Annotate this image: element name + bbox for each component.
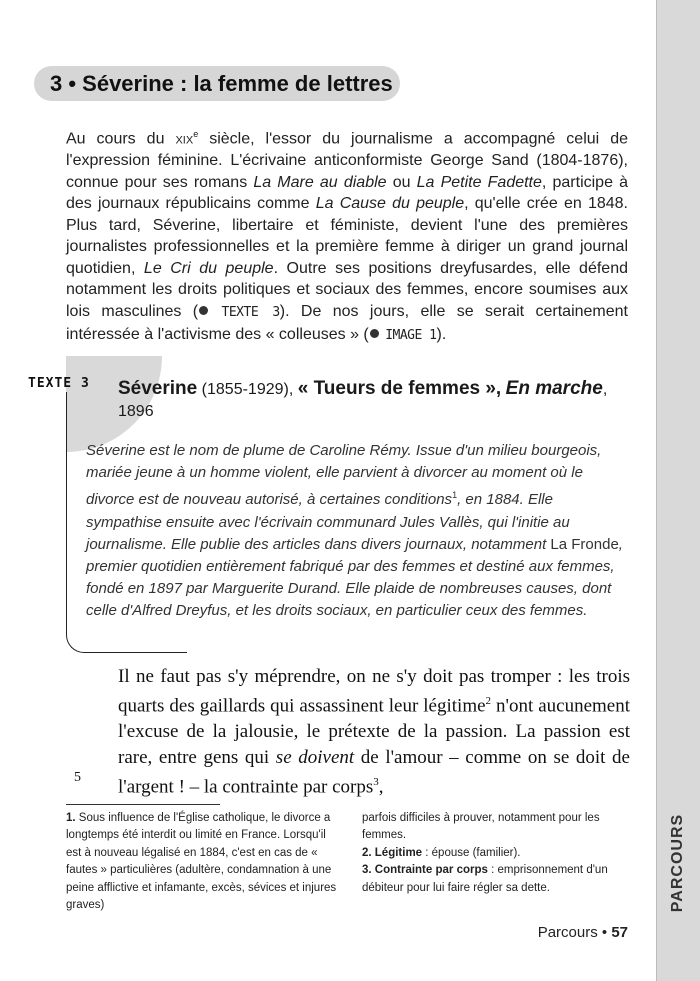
line-number: 5 — [74, 770, 81, 785]
bullet-icon — [370, 329, 379, 338]
texte-publication: En marche — [505, 378, 603, 399]
side-tab-label — [663, 788, 693, 938]
footer-section: Parcours — [537, 924, 598, 941]
footnote-divider — [66, 804, 220, 805]
texte-author: Séverine — [118, 378, 198, 399]
texte-tag: TEXTE 3 — [28, 376, 90, 391]
texte-heading: Séverine (1855-1929), « Tueurs de femmes », En marche, 1896 — [118, 378, 608, 420]
journal-title: Le Cri du peuple — [143, 259, 274, 277]
side-tab — [656, 0, 700, 981]
excerpt: 5 Il ne faut pas s'y méprendre, on ne s'y doit pas tromper : les trois quarts des gaillards qui assassinent leur légitime$^2$ n'ont aucunement l'excuse de la jalousie, le prétexte de la passion. La passion est rare, entre gens qui se doivent de l'amour – comme on se doit de l'argent ! – la contrainte par corps$^3$, — [74, 666, 630, 798]
texte-ref-link[interactable]: TEXTE 3 — [221, 305, 280, 321]
journal-title: La Fronde — [550, 535, 619, 553]
footnote-2: 2. Légitime : épouse (familier). — [362, 846, 521, 859]
intro-paragraph: Au cours du xix$^e$ siècle, l'essor du journalisme a accompagné celui de l'expression féminine. L'écrivaine anticonformiste George Sand (1804-1876), connue pour ses romans La Mare au diable ou La Petite Fadette, participe à des journaux républicains comme La Cause du peuple, qu'elle crée en 1848. Plus tard, Séverine, libertaire et féministe, devient l'une des premières journalistes professionnelles et la première femme à diriger un grand journal quotidien, Le Cri du peuple. Outre ses positions dreyfusardes, elle défend notamment les droits politiques et sociaux des femmes, encore soumises aux lois masculines ( TEXTE 3). De nos jours, elle se serait certainement intéressée à l'activisme des « colleuses » ( IMAGE 1). — [66, 129, 629, 343]
book-title: La Petite Fadette — [416, 173, 542, 191]
page-footer: Parcours • 57 — [537, 924, 628, 941]
footnote-1-continued: parfois difficiles à prouver, notamment pour les femmes. — [362, 812, 600, 842]
century: xix — [175, 130, 194, 148]
footnotes-right — [362, 810, 638, 897]
author-bio: Séverine est le nom de plume de Caroline Rémy. Issue d'un milieu bourgeois, mariée jeune à un homme violent, elle parvient à divorcer au moment où le divorce est de nouveau autorisé, à certaines conditions$^1$, en 1884. Elle sympathise ensuite avec l'écrivain communard Jules Vallès, qui l'initie au journalisme. Elle publie des articles dans divers journaux, notamment La Fronde, premier quotidien entièrement fabriqué par des femmes et destiné aux femmes, fondé en 1897 par Marguerite Durand. Elle plaide de nombreuses causes, dont celle d'Alfred Dreyfus, et les droits sociaux, en particulier ceux des femmes. — [86, 442, 623, 620]
section-title: 3 • Séverine : la femme de lettres — [50, 71, 393, 96]
image-ref-link[interactable]: IMAGE 1 — [385, 327, 437, 343]
texte-title: « Tueurs de femmes », — [297, 378, 502, 399]
bullet-icon — [199, 306, 208, 315]
section-header — [34, 66, 400, 101]
footnote-1: 1. Sous influence de l'Église catholique, le divorce a longtemps été interdit ou limité en France. Lorsqu'il est à nouveau légalisé en 1884, c'est en cas de « fautes » particulières (adultère, condamnation à une peine afflictive et infamante, excès, sévices et injures graves) — [66, 812, 337, 912]
footnotes-left — [66, 810, 342, 914]
page-number: 57 — [611, 924, 628, 941]
book-title: La Mare au diable — [253, 173, 387, 191]
side-tab-text: PARCOURS — [669, 813, 686, 913]
footnote-3: 3. Contrainte par corps : emprisonnement d'un débiteur pour lui faire régler sa dette. — [362, 864, 608, 894]
journal-title: La Cause du peuple — [315, 195, 465, 213]
